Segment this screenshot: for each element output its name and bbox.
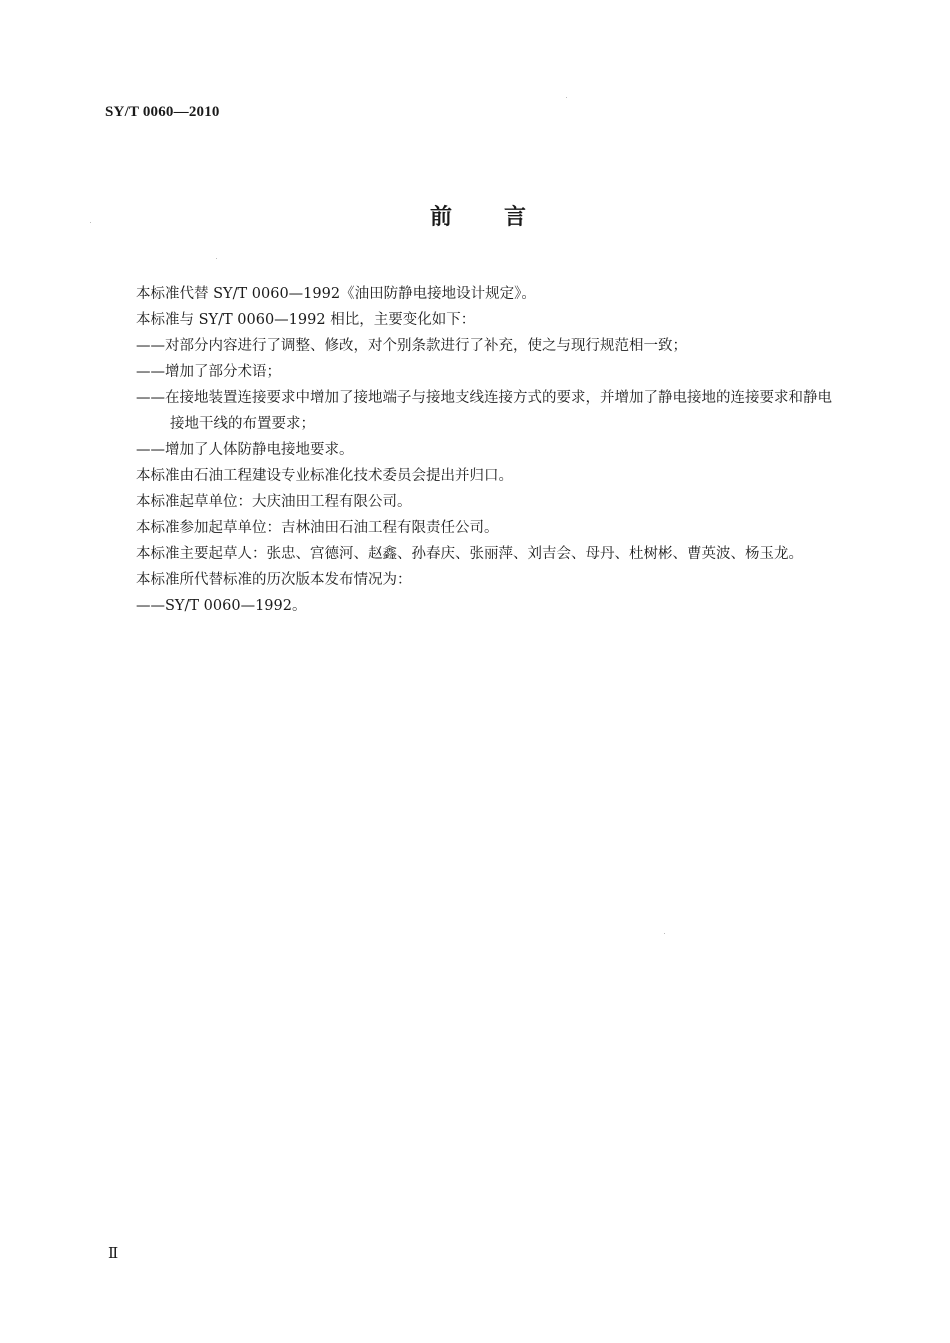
change-item-adjustments: ——对部分内容进行了调整、修改，对个别条款进行了补充，使之与现行规范相一致； [136,338,687,354]
paragraph-drafters: 本标准主要起草人：张忠、宫德河、赵鑫、孙春庆、张丽萍、刘吉会、母丹、杜树彬、曹英波、杨玉龙。 [136,546,803,562]
scan-speck [216,258,217,259]
scan-speck [664,933,665,934]
standard-code: SY/T 0060—2010 [105,104,220,120]
scan-speck [90,222,91,223]
scan-speck [566,97,567,98]
change-item-connection-requirements: ——在接地装置连接要求中增加了接地端子与接地支线连接方式的要求，并增加了静电接地的连接要求和静电接地干线的布置要求； [136,390,832,432]
foreword-body [105,281,845,619]
paragraph-changes-intro: 本标准与 SY/T 0060—1992 相比，主要变化如下： [136,312,476,328]
version-history-item: ——SY/T 0060—1992。 [136,598,307,614]
paragraph-version-history-intro: 本标准所代替标准的历次版本发布情况为： [136,572,412,588]
page-number: Ⅱ [108,1246,119,1262]
paragraph-proposer: 本标准由石油工程建设专业标准化技术委员会提出并归口。 [136,468,513,484]
change-item-human-body-grounding: ——增加了人体防静电接地要求。 [136,442,354,458]
paragraph-replaces: 本标准代替 SY/T 0060—1992《油田防静电接地设计规定》。 [136,286,536,302]
change-item-terms: ——增加了部分术语； [136,364,281,380]
paragraph-participating-unit: 本标准参加起草单位：吉林油田石油工程有限责任公司。 [136,520,499,536]
paragraph-drafting-unit: 本标准起草单位：大庆油田工程有限公司。 [136,494,412,510]
page-title: 前言 [429,205,578,230]
